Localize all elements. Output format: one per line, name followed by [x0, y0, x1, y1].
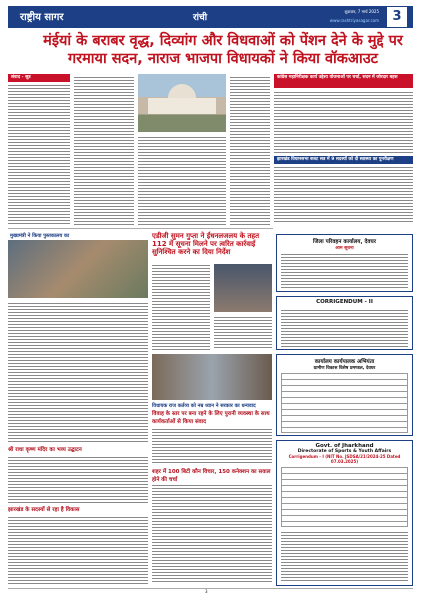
- lower-left-text-2: [8, 516, 148, 584]
- meeting-photo: [152, 354, 272, 400]
- website-link[interactable]: www.rashtriyasagar.com: [329, 18, 379, 23]
- left-column-text: [8, 84, 70, 224]
- lower-left-section: झारखंड के सदस्यों से रहा है विकास: [8, 507, 80, 513]
- lower-left-headline: श्री राधा कृष्ण मंदिर का भव्य उद्घाटन: [8, 447, 82, 453]
- right-top-text: [274, 91, 413, 153]
- left-section-tag: संवाद - सूत्र: [8, 74, 70, 82]
- right-top-banner: कांग्रेस महानिरीक्षक कार्य उद्देश्य योजनाओं पर चर्चा, सदन में जोरदार बहस: [274, 74, 413, 88]
- tender-table: [281, 373, 408, 433]
- mid-story-headline: एडीजी सुमन गुप्ता ने ईंधनलजलय के तहत 112 में सूचना मिलने पर त्वरित कार्रवाई सुनिश्चित करने का दिया निर्देश: [152, 232, 260, 256]
- lead-headline: मंईयां के बराबर वृद्ध, दिव्यांग और विधवाओं को पेंशन देने के मुद्दे पर गरमाया सदन, नाराज भाजपा विधायकों ने किया वॉकआउट: [43, 33, 403, 67]
- ad-executive-engineer: [276, 354, 413, 436]
- page-number: 3: [387, 7, 407, 27]
- library-inauguration-photo: [8, 240, 148, 298]
- assembly-building-photo: [138, 74, 226, 132]
- lower-left-text: [8, 456, 148, 504]
- column-4-text: [230, 76, 270, 226]
- ad3-title: कार्यालय कार्यपालक अभियंता: [314, 359, 375, 365]
- right-sub-banner: झारखंड विधानसभा बजट सत्र में 9 सदस्यों को दी स्वास्थ्य का पुनरीक्षण: [274, 156, 413, 164]
- ad4-line: Corrigendum - I (NIT No. JSDSA/21/2024-25 Dated 07.03.2025): [288, 454, 401, 464]
- city-name: रांची: [193, 13, 208, 23]
- story2-text: [152, 484, 272, 584]
- dateline: शुक्रवार, 7 मार्च 2025: [344, 9, 379, 14]
- divider: [8, 228, 273, 229]
- right-sub-text: [274, 166, 413, 224]
- footer-page-number: 3: [205, 589, 208, 594]
- masthead-bar: [8, 6, 413, 28]
- sports-tender-table: [281, 467, 408, 527]
- ad1-subtitle: आम सूचना: [335, 246, 354, 251]
- brand-name: राष्ट्रीय सागर: [20, 12, 64, 23]
- ad-transport-office: [276, 234, 413, 292]
- ad2-title: CORRIGENDUM - II: [316, 299, 373, 305]
- ad4-title: Govt. of Jharkhand: [315, 443, 374, 449]
- column-3-text: [138, 136, 226, 226]
- ad1-title: जिला परिवहन कार्यालय, देवघर: [313, 239, 376, 245]
- lower-center-caption: विधायक राज कर्तव्य को नम्र ध्यान ने सरकार का धन्यवाद: [152, 403, 256, 409]
- left-photo-caption: मुख्यमंत्री ने किया पुस्तकालय का: [10, 233, 70, 239]
- column-2-text: [74, 76, 134, 226]
- lower-center-text: [152, 428, 272, 464]
- ad-corrigendum: [276, 296, 413, 350]
- ad-sports-directorate: [276, 440, 413, 586]
- adg-portrait-photo: [214, 264, 272, 312]
- ad3-subtitle: ग्रामीण विकास विशेष प्रमण्डल, देवघर: [313, 366, 376, 371]
- story2-headline: शहर में 100 बिटी कौन विचार, 150 कनेक्शन का सवाल होने की चर्चा: [152, 469, 271, 483]
- left-lower-text: [8, 302, 148, 442]
- mid-story-text: [152, 264, 210, 350]
- lower-center-headline: विवाह के स्तर पर बना रहने के लिए पुरानी व्यवस्था के साथ कार्यकर्ताओं से किया संवाद: [152, 411, 270, 425]
- footer-rule: [8, 588, 413, 589]
- ad4-subtitle: Directorate of Sports & Youth Affairs: [297, 449, 392, 454]
- mid-story-text-2: [214, 316, 272, 350]
